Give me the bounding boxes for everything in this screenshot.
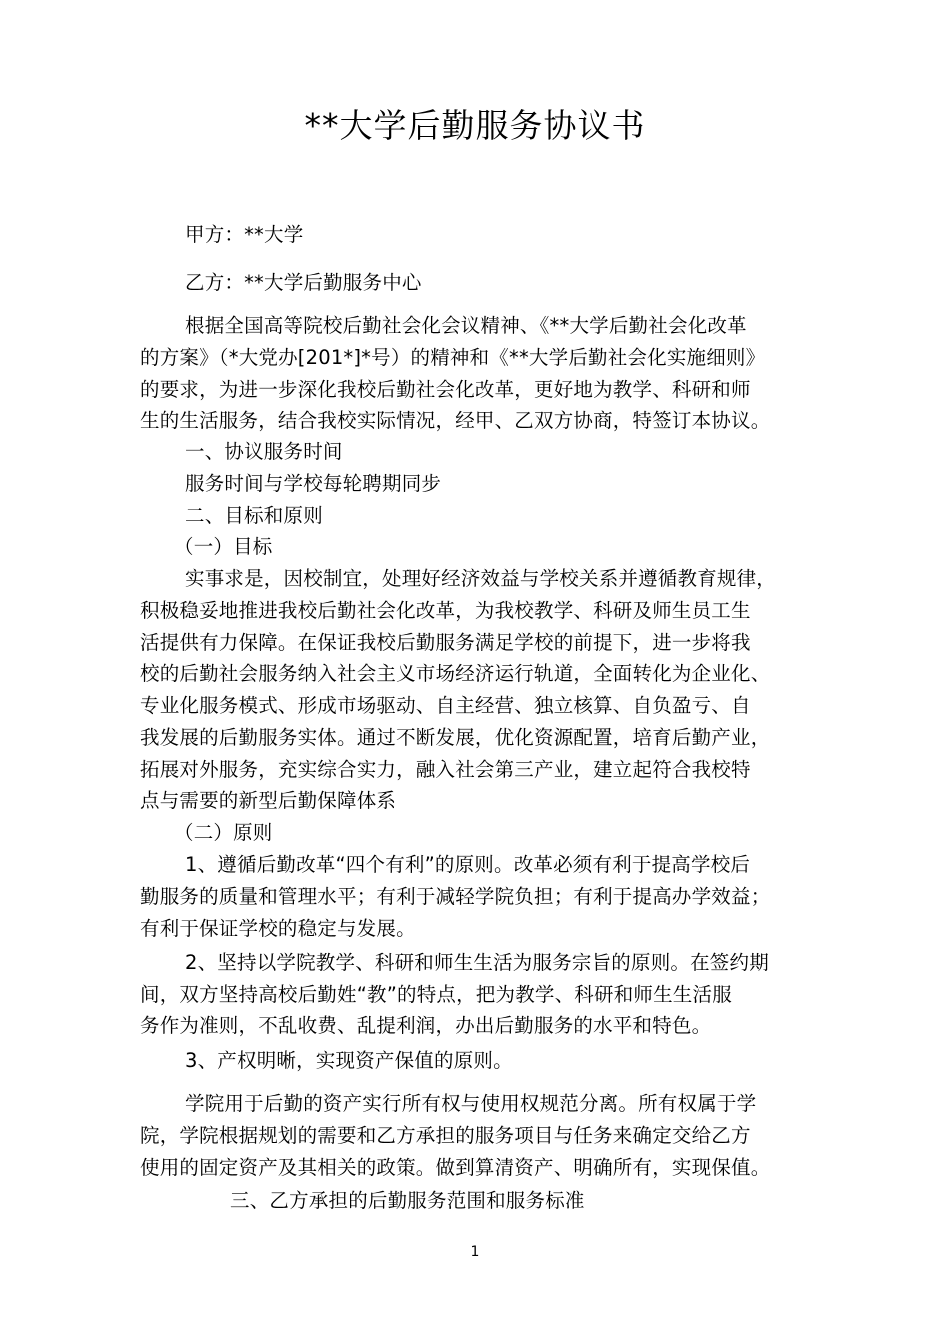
subsection-heading: （一）目标 [174,535,273,558]
intro-line: 的方案》（*大党办[201*]*号）的精神和《**大学后勤社会化实施细则》 [140,346,766,369]
goal-line: 校的后勤社会服务纳入社会主义市场经济运行轨道，全面转化为企业化、 [140,662,771,685]
goal-line: 活提供有力保障。在保证我校后勤服务满足学校的前提下，进一步将我 [140,631,751,654]
principle-line: 间，双方坚持高校后勤姓“教”的特点，把为教学、科研和师生生活服 [140,983,732,1006]
goal-line: 专业化服务模式、形成市场驱动、自主经营、独立核算、自负盈亏、自 [140,694,751,717]
principle-line: 有利于保证学校的稳定与发展。 [140,917,416,940]
asset-line: 学院用于后勤的资产实行所有权与使用权规范分离。所有权属于学 [185,1092,757,1115]
document-title: **大学后勤服务协议书 [304,106,646,145]
goal-line: 点与需要的新型后勤保障体系 [140,789,397,812]
asset-line: 使用的固定资产及其相关的政策。做到算清资产、明确所有，实现保值。 [140,1156,771,1179]
principle-line: 勤服务的质量和管理水平；有利于减轻学院负担；有利于提高办学效益； [140,885,771,908]
party-b: 乙方：**大学后勤服务中心 [185,271,422,294]
section-text: 服务时间与学校每轮聘期同步 [185,472,442,495]
section-heading: 二、目标和原则 [185,504,323,527]
section-heading: 三、乙方承担的后勤服务范围和服务标准 [230,1189,585,1212]
section-heading: 一、协议服务时间 [185,440,343,463]
principle-line: 2、坚持以学院教学、科研和师生生活为服务宗旨的原则。在签约期 [185,951,769,974]
goal-line: 拓展对外服务，充实综合实力，融入社会第三产业，建立起符合我校特 [140,758,751,781]
party-a: 甲方：**大学 [185,223,304,246]
intro-line: 根据全国高等院校后勤社会化会议精神、《**大学后勤社会化改革 [185,314,747,337]
principle-line: 3、产权明晰，实现资产保值的原则。 [185,1049,513,1072]
asset-line: 院，学院根据规划的需要和乙方承担的服务项目与任务来确定交给乙方 [140,1124,751,1147]
intro-line: 的要求，为进一步深化我校后勤社会化改革，更好地为教学、科研和师 [140,378,751,401]
goal-line: 我发展的后勤服务实体。通过不断发展，优化资源配置，培育后勤产业， [140,726,771,749]
principle-line: 务作为准则，不乱收费、乱提利润，办出后勤服务的水平和特色。 [140,1014,712,1037]
principle-line: 1、遵循后勤改革“四个有利”的原则。改革必须有利于提高学校后 [185,853,751,876]
page-number: 1 [470,1244,480,1260]
intro-line: 生的生活服务，结合我校实际情况，经甲、乙双方协商，特签订本协议。 [140,409,771,432]
goal-line: 实事求是，因校制宜，处理好经济效益与学校关系并遵循教育规律， [185,567,777,590]
goal-line: 积极稳妥地推进我校后勤社会化改革，为我校教学、科研及师生员工生 [140,599,751,622]
subsection-heading: （二）原则 [174,821,273,844]
